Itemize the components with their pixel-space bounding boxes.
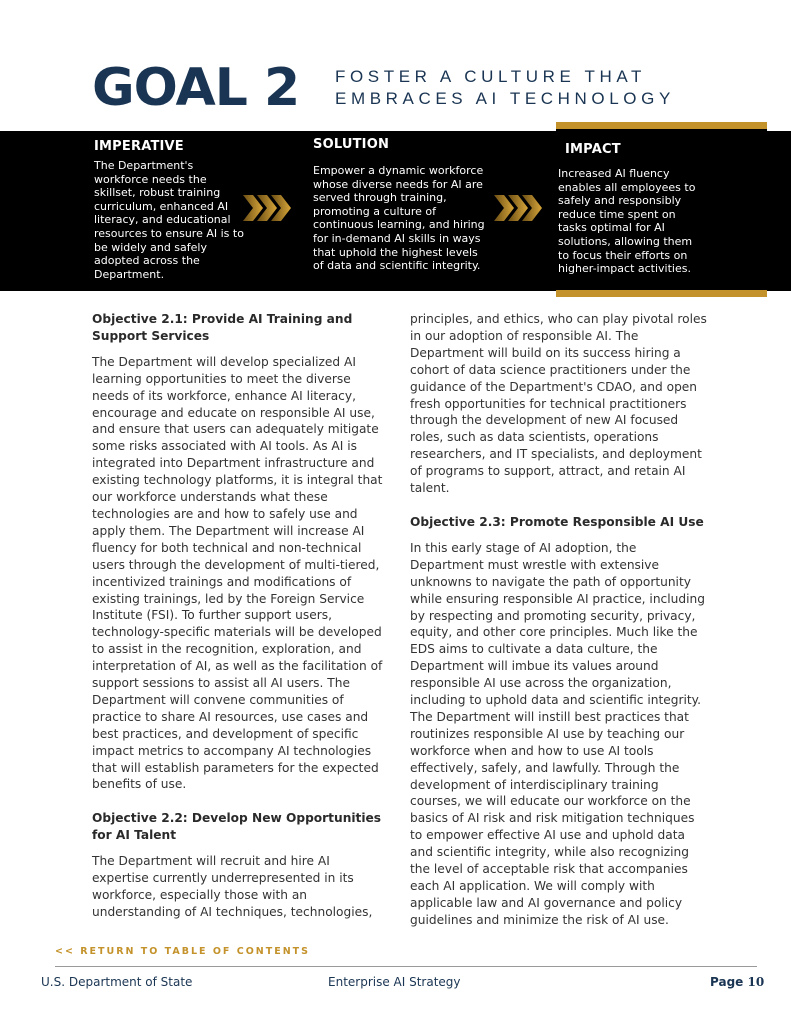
text-line: expertise currently underrepresented in its xyxy=(92,871,354,886)
text-line: existing technology platforms, it is integral that xyxy=(92,473,383,488)
text-line: Objective 2.1: Provide AI Training and xyxy=(92,312,353,326)
text-line: and scientific integrity, while also recognizing xyxy=(410,845,689,860)
text-line: encourage and educate on responsible AI use, xyxy=(92,405,375,420)
text-line: fresh opportunities for technical practitioners xyxy=(410,396,687,411)
text-line: skillset, robust training xyxy=(94,186,221,200)
imperative-heading: IMPERATIVE xyxy=(94,139,184,154)
text-line: learning opportunities to meet the diverse xyxy=(92,371,351,386)
text-line: our workforce understands what these xyxy=(92,490,328,505)
text-line: for in-demand AI skills in ways xyxy=(313,231,481,245)
text-line: needs of its workforce, enhance AI literacy, xyxy=(92,388,356,403)
goal-title: GOAL 2 xyxy=(92,58,300,118)
page-number-value: 10 xyxy=(747,975,765,989)
text-line: practice to share AI resources, use cases and xyxy=(92,709,369,724)
text-line: applicable law and AI governance and policy xyxy=(410,895,683,910)
text-line: be widely and safely xyxy=(94,240,207,254)
text-line: incentivized trainings and modifications of xyxy=(92,574,352,589)
text-line: effectively, safely, and lawfully. Through the xyxy=(410,760,680,775)
impact-text xyxy=(558,167,728,276)
text-line: The Department will develop specialized AI xyxy=(92,354,356,369)
text-line: adopted across the xyxy=(94,254,200,268)
text-line: higher-impact activities. xyxy=(558,262,691,276)
text-line: of data and scientific integrity. xyxy=(313,259,481,273)
text-line: Empower a dynamic workforce xyxy=(313,164,484,177)
solution-text xyxy=(313,164,493,273)
text-line: basics of AI risk and risk mitigation techniques xyxy=(410,811,695,826)
text-line: technologies are and how to safely use and xyxy=(92,506,358,521)
text-line: continuous learning, and hiring xyxy=(313,218,485,232)
text-line: promoting a culture of xyxy=(313,204,437,218)
text-line: guidelines and minimize the risk of AI use. xyxy=(410,912,669,927)
text-line: the level of acceptable risk that accompanies xyxy=(410,862,688,877)
objective-2-2-body-continued xyxy=(410,311,710,497)
text-line: EDS aims to cultivate a data culture, the xyxy=(410,642,658,657)
text-line: best practices, and development of specific xyxy=(92,726,359,741)
text-line: equity, and other core principles. Much like the xyxy=(410,625,698,640)
solution-heading: SOLUTION xyxy=(313,137,390,152)
imperative-text xyxy=(94,159,254,281)
chevron-arrows-icon xyxy=(243,195,295,221)
text-line: courses, we will educate our workforce on the xyxy=(410,794,691,809)
objective-2-3-title xyxy=(410,514,710,531)
text-line: In this early stage of AI adoption, the xyxy=(410,540,637,555)
text-line: to focus their efforts on xyxy=(558,248,688,262)
text-line: curriculum, enhanced AI xyxy=(94,199,229,213)
text-line: whose diverse needs for AI are xyxy=(313,177,483,191)
text-line: that uphold the highest levels xyxy=(313,245,478,259)
footer-department: U.S. Department of State xyxy=(41,975,193,989)
text-line: technology-specific materials will be developed xyxy=(92,625,382,640)
text-line: while ensuring responsible AI practice, including xyxy=(410,591,705,606)
objective-2-1-title xyxy=(92,311,387,345)
page-label: Page xyxy=(710,975,744,989)
text-line: literacy, and educational xyxy=(94,213,231,227)
objective-2-2-body xyxy=(92,853,387,921)
text-line: including to uphold data and scientific integrity. xyxy=(410,693,701,708)
text-line: each AI application. We will comply with xyxy=(410,879,655,893)
text-line: reduce time spent on xyxy=(558,207,676,221)
goal-subtitle-line-1: FOSTER A CULTURE THAT xyxy=(335,67,647,86)
text-line: to assist in the recognition, exploration, and xyxy=(92,642,362,657)
text-line: Objective 2.2: Develop New Opportunities xyxy=(92,811,382,826)
text-line: impact metrics to accompany AI technologies xyxy=(92,743,372,758)
text-line: solutions, allowing them xyxy=(558,234,693,248)
text-line: Department must wrestle with extensive xyxy=(410,557,659,572)
text-line: interpretation of AI, as well as the facilitation of xyxy=(92,659,383,674)
text-line: by respecting and promoting security, privacy, xyxy=(410,608,696,623)
objective-2-3-body xyxy=(410,540,710,929)
text-line: Institute (FSI). To further support users, xyxy=(92,608,332,623)
text-line: that will establish parameters for the expected xyxy=(92,760,379,775)
text-line: unknowns to navigate the path of opportunity xyxy=(410,574,691,589)
text-line: Department will build on its success hiring a xyxy=(410,345,681,360)
text-line: responsible AI use across the organization, xyxy=(410,676,672,691)
text-line: users through the development of multi-tiered, xyxy=(92,557,380,572)
text-line: Department. xyxy=(94,267,165,281)
return-to-toc-link[interactable]: << RETURN TO TABLE OF CONTENTS xyxy=(55,946,310,957)
text-line: routinizes responsible AI use by teaching our xyxy=(410,726,685,741)
goal-subtitle-line-2: EMBRACES AI TECHNOLOGY xyxy=(335,89,675,108)
text-line: support sessions to assist all AI users. The xyxy=(92,676,350,691)
text-line: to empower effective AI use and uphold data xyxy=(410,828,686,843)
text-line: Support Services xyxy=(92,328,210,343)
text-line: The Department will instill best practices that xyxy=(410,709,689,724)
left-column xyxy=(92,311,387,938)
objective-2-1-body xyxy=(92,354,387,794)
text-line: development of interdisciplinary training xyxy=(410,777,659,792)
text-line: through the development of new AI focused xyxy=(410,413,679,428)
right-column xyxy=(410,311,710,946)
text-line: Department will convene communities of xyxy=(92,692,344,707)
text-line: of programs to support, attract, and retain AI xyxy=(410,464,686,479)
text-line: The Department's xyxy=(94,159,194,172)
text-line: Department will imbue its values around xyxy=(410,659,659,674)
goal-subtitle xyxy=(335,66,675,110)
text-line: enables all employees to xyxy=(558,180,696,194)
text-line: workforce, especially those with an xyxy=(92,888,308,902)
text-line: cohort of data science practitioners under the xyxy=(410,362,691,377)
page-number xyxy=(710,975,764,989)
text-line: Objective 2.3: Promote Responsible AI Use xyxy=(410,514,704,529)
text-line: researchers, and IT specialists, and deployment xyxy=(410,447,702,462)
text-line: Increased AI fluency xyxy=(558,167,670,180)
text-line: tasks optimal for AI xyxy=(558,221,665,235)
text-line: guidance of the Department's CDAO, and open xyxy=(410,379,698,394)
text-line: for AI Talent xyxy=(92,828,177,843)
footer-divider xyxy=(55,966,757,967)
text-line: resources to ensure AI is to xyxy=(94,226,244,240)
text-line: some risks associated with AI tools. As AI is xyxy=(92,439,357,454)
text-line: apply them. The Department will increase AI xyxy=(92,523,365,538)
text-line: workforce when and how to use AI tools xyxy=(410,743,654,758)
text-line: served through training, xyxy=(313,191,447,205)
text-line: safely and responsibly xyxy=(558,194,682,208)
text-line: existing trainings, led by the Foreign Service xyxy=(92,591,365,606)
chevron-arrows-icon-2 xyxy=(494,195,546,221)
text-line: benefits of use. xyxy=(92,777,187,792)
text-line: in our adoption of responsible AI. The xyxy=(410,328,639,343)
text-line: roles, such as data scientists, operations xyxy=(410,430,659,445)
text-line: fluency for both technical and non-technical xyxy=(92,540,362,555)
impact-heading: IMPACT xyxy=(565,142,621,157)
text-line: The Department will recruit and hire AI xyxy=(92,854,330,869)
text-line: talent. xyxy=(410,481,450,496)
footer-document-title: Enterprise AI Strategy xyxy=(328,975,461,989)
text-line: principles, and ethics, who can play pivotal roles xyxy=(410,312,707,326)
text-line: workforce needs the xyxy=(94,172,207,186)
text-line: and ensure that users can adequately mitigate xyxy=(92,422,379,437)
text-line: integrated into Department infrastructure and xyxy=(92,456,375,471)
text-line: understanding of AI techniques, technologies, xyxy=(92,904,373,919)
objective-2-2-title xyxy=(92,810,387,844)
